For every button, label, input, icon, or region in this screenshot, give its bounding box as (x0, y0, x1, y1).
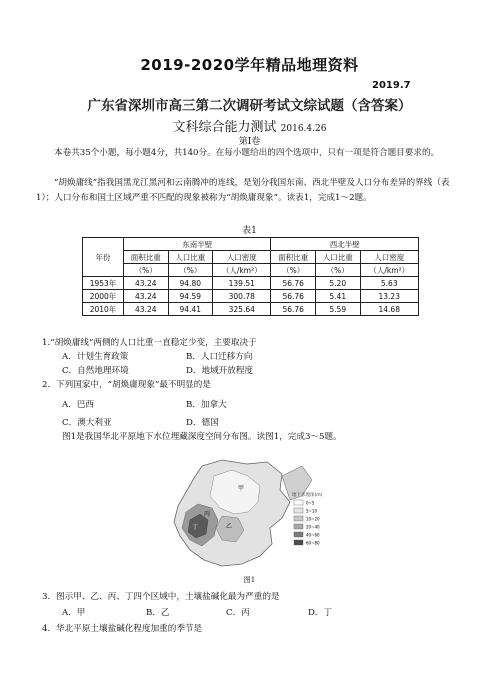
cell-se-density: 300.78 (213, 290, 271, 303)
figure-caption: 图1 (243, 576, 256, 584)
question-1: 1.“胡焕庸线”两侧的人口比重一直稳定少变，主要取决于 (42, 338, 257, 348)
cell-se-area: 43.24 (124, 277, 169, 290)
table-header-row (83, 238, 419, 251)
year-header: 年份 (83, 238, 124, 277)
subtitle-date: 2016.4.26 (280, 124, 327, 134)
q2-option-d: D．德国 (186, 418, 219, 428)
row-year: 1953年 (83, 277, 124, 290)
label-jia: 甲 (238, 485, 245, 492)
cell-se-pop: 94.80 (168, 277, 213, 290)
se-pop-unit: （%） (168, 264, 213, 277)
se-density-header: 人口密度 (213, 251, 271, 264)
document-header-title: 2019-2020学年精品地理资料 (140, 56, 359, 74)
q1-option-d: D．地域开放程度 (186, 366, 254, 376)
legend-swatch (294, 516, 303, 521)
nw-pop-header: 人口比重 (315, 251, 360, 264)
question-4: 4．华北平原土壤盐碱化程度加重的季节是 (42, 624, 203, 634)
cell-se-area: 43.24 (124, 303, 169, 316)
q3-option-b: B．乙 (146, 608, 170, 618)
table-subheader-row (83, 251, 419, 264)
table-unit-row (83, 264, 419, 277)
q3-option-d: D．丁 (308, 608, 333, 618)
se-area-unit: （%） (124, 264, 169, 277)
exam-title: 广东省深圳市高三第二次调研考试文综试题（含答案） (87, 98, 412, 114)
cell-se-pop: 94.59 (168, 290, 213, 303)
q2-option-a: A．巴西 (62, 400, 94, 410)
legend-label: 0~5 (306, 500, 315, 506)
nw-density-unit: （人/km²） (360, 264, 419, 277)
nw-pop-unit: （%） (315, 264, 360, 277)
cell-nw-density: 13.23 (360, 290, 419, 303)
label-ding: 丁 (192, 524, 199, 531)
intro-paragraph-2: “胡焕庸线”指我国黑龙江黑河和云南腾冲的连线，是划分我国东南、西北半壁及人口分布差异的界线（表1）；人口分布和国土区域严重不匹配的现象被称为“胡焕庸现象”。读表1，完成1～2题。 (36, 178, 450, 203)
label-yi: 乙 (226, 523, 233, 530)
legend-label: 60~80 (306, 540, 320, 546)
legend-swatch (294, 524, 303, 529)
cell-se-area: 43.24 (124, 290, 169, 303)
cell-nw-area: 56.76 (271, 277, 316, 290)
q3-option-a: A．甲 (62, 608, 86, 618)
table-row (83, 303, 419, 316)
se-density-unit: （人/km²） (213, 264, 271, 277)
northwest-header: 西北半壁 (271, 238, 419, 251)
southeast-header: 东南半壁 (124, 238, 271, 251)
q2-option-b: B．加拿大 (186, 400, 227, 410)
row-year: 2000年 (83, 290, 124, 303)
legend-swatch (294, 508, 303, 513)
cell-nw-pop: 5.41 (315, 290, 360, 303)
cell-nw-density: 14.68 (360, 303, 419, 316)
cell-nw-pop: 5.59 (315, 303, 360, 316)
legend-swatch (294, 500, 303, 505)
question-3: 3．图示甲、乙、丙、丁四个区域中，土壤盐碱化最为严重的是 (42, 592, 280, 602)
cell-nw-area: 56.76 (271, 303, 316, 316)
se-pop-header: 人口比重 (168, 251, 213, 264)
table-row (83, 277, 419, 290)
document-date: 2019.7 (372, 80, 411, 91)
population-table (82, 237, 419, 316)
cell-nw-area: 56.76 (271, 290, 316, 303)
question-2: 2．下列国家中，“胡焕庸现象”最不明显的是 (42, 380, 211, 390)
cell-se-density: 325.64 (213, 303, 271, 316)
nw-density-header: 人口密度 (360, 251, 419, 264)
cell-se-density: 139.51 (213, 277, 271, 290)
cell-nw-density: 5.63 (360, 277, 419, 290)
legend-title: 地下水埋深(m) (292, 493, 323, 498)
table-row (83, 290, 419, 303)
cell-se-pop: 94.41 (168, 303, 213, 316)
nw-area-unit: （%） (271, 264, 316, 277)
q1-option-c: C．自然地理环境 (62, 366, 129, 376)
groundwater-depth-map (152, 456, 348, 574)
subtitle-main: 文科综合能力测试 (172, 120, 277, 135)
q3-option-c: C．丙 (226, 608, 250, 618)
q1-option-a: A．计划生育政策 (62, 352, 129, 362)
exam-subtitle (0, 116, 499, 135)
legend-label: 20~40 (306, 524, 320, 530)
legend-swatch (294, 532, 303, 537)
label-bing: 丙 (204, 511, 211, 518)
cell-nw-pop: 5.20 (315, 277, 360, 290)
legend-label: 40~60 (306, 532, 320, 538)
q1-option-b: B．人口迁移方向 (186, 352, 253, 362)
q2-option-c: C．澳大利亚 (62, 418, 112, 428)
legend-label: 10~20 (306, 516, 320, 522)
legend-swatch (294, 540, 303, 545)
figure-intro: 图1是我国华北平原地下水位埋藏深度空间分布图。读图1，完成3～5题。 (62, 432, 342, 442)
se-area-header: 面积比重 (124, 251, 169, 264)
intro-paragraph-1: 本卷共35个小题，每小题4分，共140分。在每小题给出的四个选项中，只有一项是符合题目要求的。 (54, 148, 440, 158)
table-caption: 表1 (242, 226, 257, 236)
legend-label: 5~10 (306, 508, 317, 514)
nw-area-header: 面积比重 (271, 251, 316, 264)
volume-label: 第Ⅰ卷 (238, 137, 261, 147)
row-year: 2010年 (83, 303, 124, 316)
